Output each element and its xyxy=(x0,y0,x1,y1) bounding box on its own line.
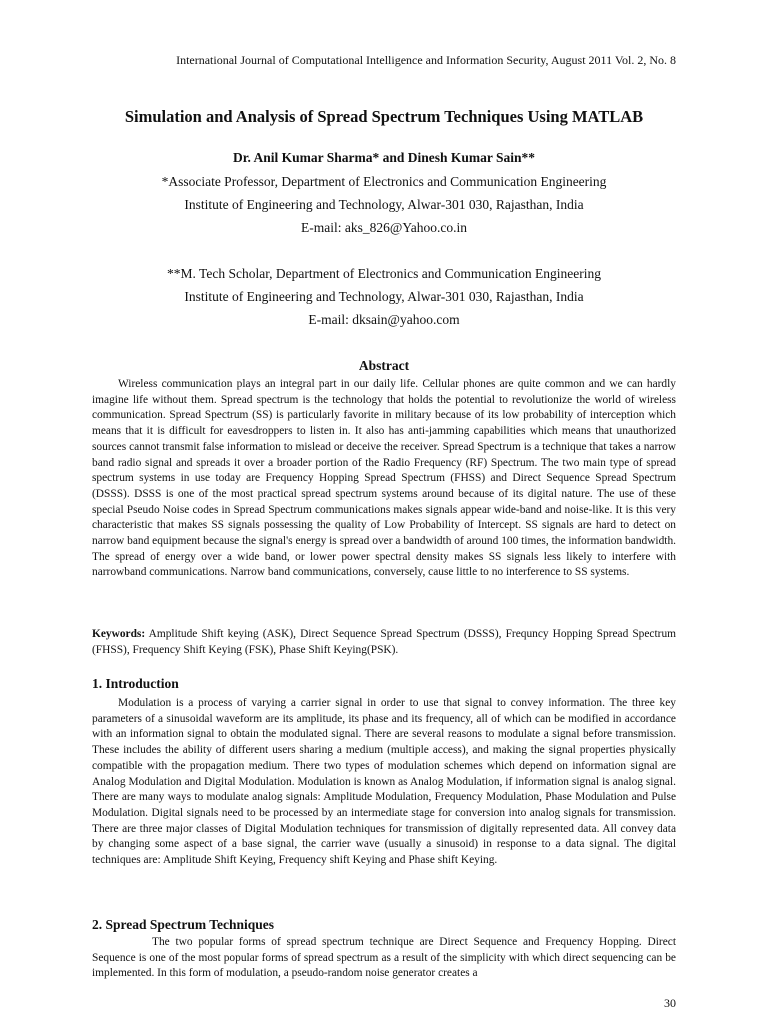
section-1-heading: 1. Introduction xyxy=(92,676,179,691)
affiliation-1 xyxy=(0,170,768,239)
affiliation-2-institute: Institute of Engineering and Technology, Alwar-301 030, Rajasthan, India xyxy=(184,289,584,304)
abstract-body: Wireless communication plays an integral part in our daily life. Cellular phones are quite common and we can hardly imagine life without them. Spread spectrum is the technology that holds the potential to revolutionize the world of wireless communication. Spread Spectrum (SS) is particularly favorite in military because of its low probability of interception which means that it is difficult for eavesdroppers to listen in. It also has anti-jamming capabilities which means that unauthorized sources cannot transmit false information to mislead or deceive the receiver. Spread Spectrum is a technique that takes a narrow band radio signal and spreads it over a broader portion of the Radio Frequency (RF) Spectrum. The two main type of spread spectrum systems in use today are Frequency Hopping Spread Spectrum (FHSS) and Direct Sequence Spread Spectrum (DSSS). DSSS is one of the most practical spread spectrum systems around because of its digital nature. The use of these special Pseudo Noise codes in Spread Spectrum communications makes signals appear wide-band and noise-like. It is this very characteristic that makes SS signals possessing the quality of Low Probability of Intercept. SS signals are hard to detect on narrow band equipment because the signal's energy is spread over a bandwidth of around 100 times, the information bandwidth. The spread of energy over a wide band, or lower power spectral density makes SS signals less likely to interfere with narrowband communications. Narrow band communications, conversely, cause little to no interference to SS systems. xyxy=(92,378,676,579)
affiliation-1-email: E-mail: aks_826@Yahoo.co.in xyxy=(301,220,467,235)
page-number: 30 xyxy=(664,996,676,1010)
affiliation-2 xyxy=(0,262,768,331)
author-line: Dr. Anil Kumar Sharma* and Dinesh Kumar Sain** xyxy=(232,150,536,165)
keywords-paragraph xyxy=(92,627,676,658)
abstract-heading: Abstract xyxy=(358,358,410,373)
keywords-label: Keywords: xyxy=(92,628,146,640)
keywords-text: Amplitude Shift keying (ASK), Direct Sequence Spread Spectrum (DSSS), Frequncy Hopping Spread Spectrum (FHSS), Frequency Shift Keying (FSK), Phase Shift Keying(PSK). xyxy=(92,628,677,656)
paper-title: Simulation and Analysis of Spread Spectrum Techniques Using MATLAB xyxy=(124,107,644,126)
section-2-body: The two popular forms of spread spectrum technique are Direct Sequence and Frequency Hopping. Direct Sequence is one of the most popular forms of spread spectrum as a result of the simplicity with which direct sequencing can be implemented. In this form of modulation, a pseudo-random noise generator creates a xyxy=(92,936,676,980)
affiliation-2-email: E-mail: dksain@yahoo.com xyxy=(308,312,460,327)
affiliation-1-position: *Associate Professor, Department of Electronics and Communication Engineering xyxy=(161,174,607,189)
journal-header: International Journal of Computational Intelligence and Information Security, August 2011 Vol. 2, No. 8 xyxy=(176,53,676,67)
affiliation-2-position: **M. Tech Scholar, Department of Electronics and Communication Engineering xyxy=(167,266,601,281)
section-1-body: Modulation is a process of varying a carrier signal in order to use that signal to convey information. The three key parameters of a sinusoidal waveform are its amplitude, its phase and its frequency, all of which can be modified in accordance with an information signal to obtain the modulated signal. There are several reasons to modulate a signal before transmission. These includes the ability of different users sharing a medium (multiple access), and making the signal properties physically compatible with the propagation medium. There two types of modulation schemes which depend on information signal are Analog Modulation and Digital Modulation. Modulation is known as Analog Modulation, if information signal is analog signal. There are many ways to modulate analog signals: Amplitude Modulation, Frequency Modulation, Phase Modulation and Pulse Modulation. Digital signals need to be processed by an intermediate stage for conversion into analog signals for transmission. There are three major classes of Digital Modulation techniques for transmission of digitally represented data. All convey data by changing some aspect of a base signal, the carrier wave (usually a sinusoid) in response to a data signal. The digital techniques are: Amplitude Shift Keying, Frequency shift Keying and Phase shift Keying. xyxy=(92,697,676,867)
affiliation-1-institute: Institute of Engineering and Technology, Alwar-301 030, Rajasthan, India xyxy=(184,197,584,212)
section-2-heading: 2. Spread Spectrum Techniques xyxy=(92,917,275,932)
